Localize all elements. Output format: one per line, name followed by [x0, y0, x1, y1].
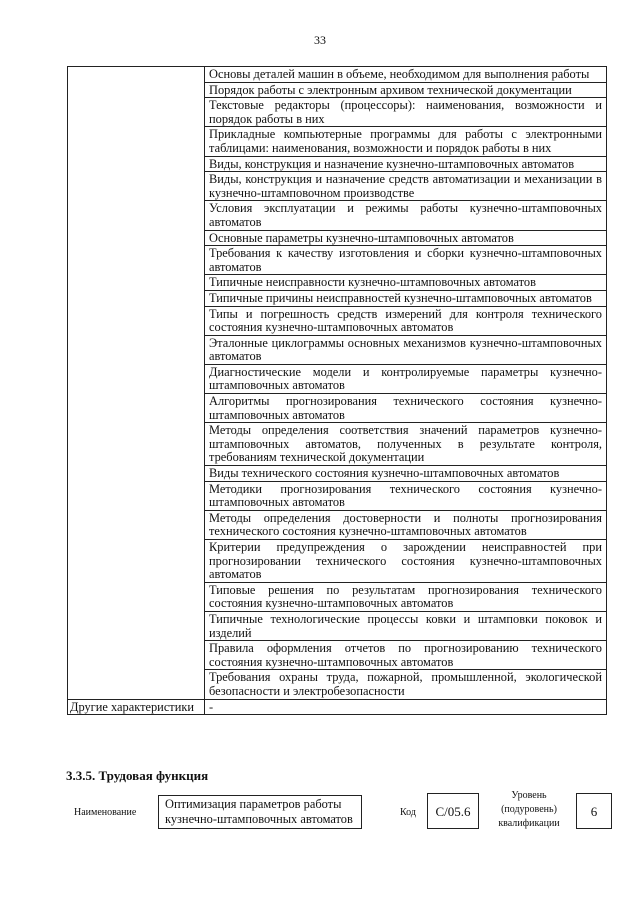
knowledge-item: Виды технического состояния кузнечно-штамповочных автоматов	[205, 466, 607, 482]
knowledge-item: Методы определения соответствия значений параметров кузнечно-штамповочных автоматов, полученных в результате контроля, требованиям технической документации	[205, 423, 607, 466]
knowledge-item: Типы и погрешность средств измерений для контроля технического состояния кузнечно-штамповочных автоматов	[205, 306, 607, 335]
table-row	[68, 67, 607, 83]
knowledge-item: Текстовые редакторы (процессоры): наименования, возможности и порядок работы в них	[205, 98, 607, 127]
knowledge-item: Основные параметры кузнечно-штамповочных автоматов	[205, 230, 607, 246]
knowledge-item: Типичные технологические процессы ковки и штамповки поковок и изделий	[205, 611, 607, 640]
knowledge-item: Типичные неисправности кузнечно-штамповочных автоматов	[205, 275, 607, 291]
knowledge-item: Эталонные циклограммы основных механизмов кузнечно-штамповочных автоматов	[205, 335, 607, 364]
qualification-level-box: 6	[576, 793, 612, 829]
knowledge-item: Прикладные компьютерные программы для работы с электронными таблицами: наименования, возможности и порядок работы в них	[205, 127, 607, 156]
knowledge-item: Правила оформления отчетов по прогнозированию технического состояния кузнечно-штамповочных автоматов	[205, 641, 607, 670]
code-label: Код	[400, 807, 416, 818]
qualification-level-label: Уровень (подуровень) квалификации	[498, 790, 560, 829]
knowledge-item: Виды, конструкция и назначение кузнечно-штамповочных автоматов	[205, 156, 607, 172]
other-characteristics-row	[68, 699, 607, 715]
knowledge-item: Методы определения достоверности и полноты прогнозирования технического состояния кузнечно-штамповочных автоматов	[205, 510, 607, 539]
other-characteristics-label: Другие характеристики	[68, 699, 205, 715]
code-value-box: C/05.6	[427, 793, 479, 829]
knowledge-table	[67, 66, 607, 715]
knowledge-item: Требования охраны труда, пожарной, промышленной, экологической безопасности и электробезопасности	[205, 670, 607, 699]
knowledge-item: Основы деталей машин в объеме, необходимом для выполнения работы	[205, 67, 607, 83]
page-number: 33	[314, 33, 326, 47]
name-label: Наименование	[74, 807, 137, 818]
knowledge-item: Критерии предупреждения о зарождении неисправностей при прогнозировании технического состояния кузнечно-штамповочных автоматов	[205, 540, 607, 583]
section-heading: 3.3.5. Трудовая функция	[66, 768, 209, 783]
other-characteristics-value: -	[205, 699, 607, 715]
knowledge-item: Методики прогнозирования технического состояния кузнечно-штамповочных автоматов	[205, 481, 607, 510]
knowledge-label-cell	[68, 67, 205, 700]
knowledge-item: Условия эксплуатации и режимы работы кузнечно-штамповочных автоматов	[205, 201, 607, 230]
knowledge-item: Диагностические модели и контролируемые параметры кузнечно-штамповочных автоматов	[205, 364, 607, 393]
knowledge-item: Порядок работы с электронным архивом технической документации	[205, 82, 607, 98]
knowledge-item: Алгоритмы прогнозирования технического состояния кузнечно-штамповочных автоматов	[205, 394, 607, 423]
function-name-box: Оптимизация параметров работы кузнечно-штамповочных автоматов	[158, 795, 362, 829]
knowledge-item: Виды, конструкция и назначение средств автоматизации и механизации в кузнечно-штамповочном производстве	[205, 172, 607, 201]
knowledge-item: Типовые решения по результатам прогнозирования технического состояния кузнечно-штамповочных автоматов	[205, 582, 607, 611]
knowledge-item: Типичные причины неисправностей кузнечно-штамповочных автоматов	[205, 290, 607, 306]
knowledge-item: Требования к качеству изготовления и сборки кузнечно-штамповочных автоматов	[205, 246, 607, 275]
